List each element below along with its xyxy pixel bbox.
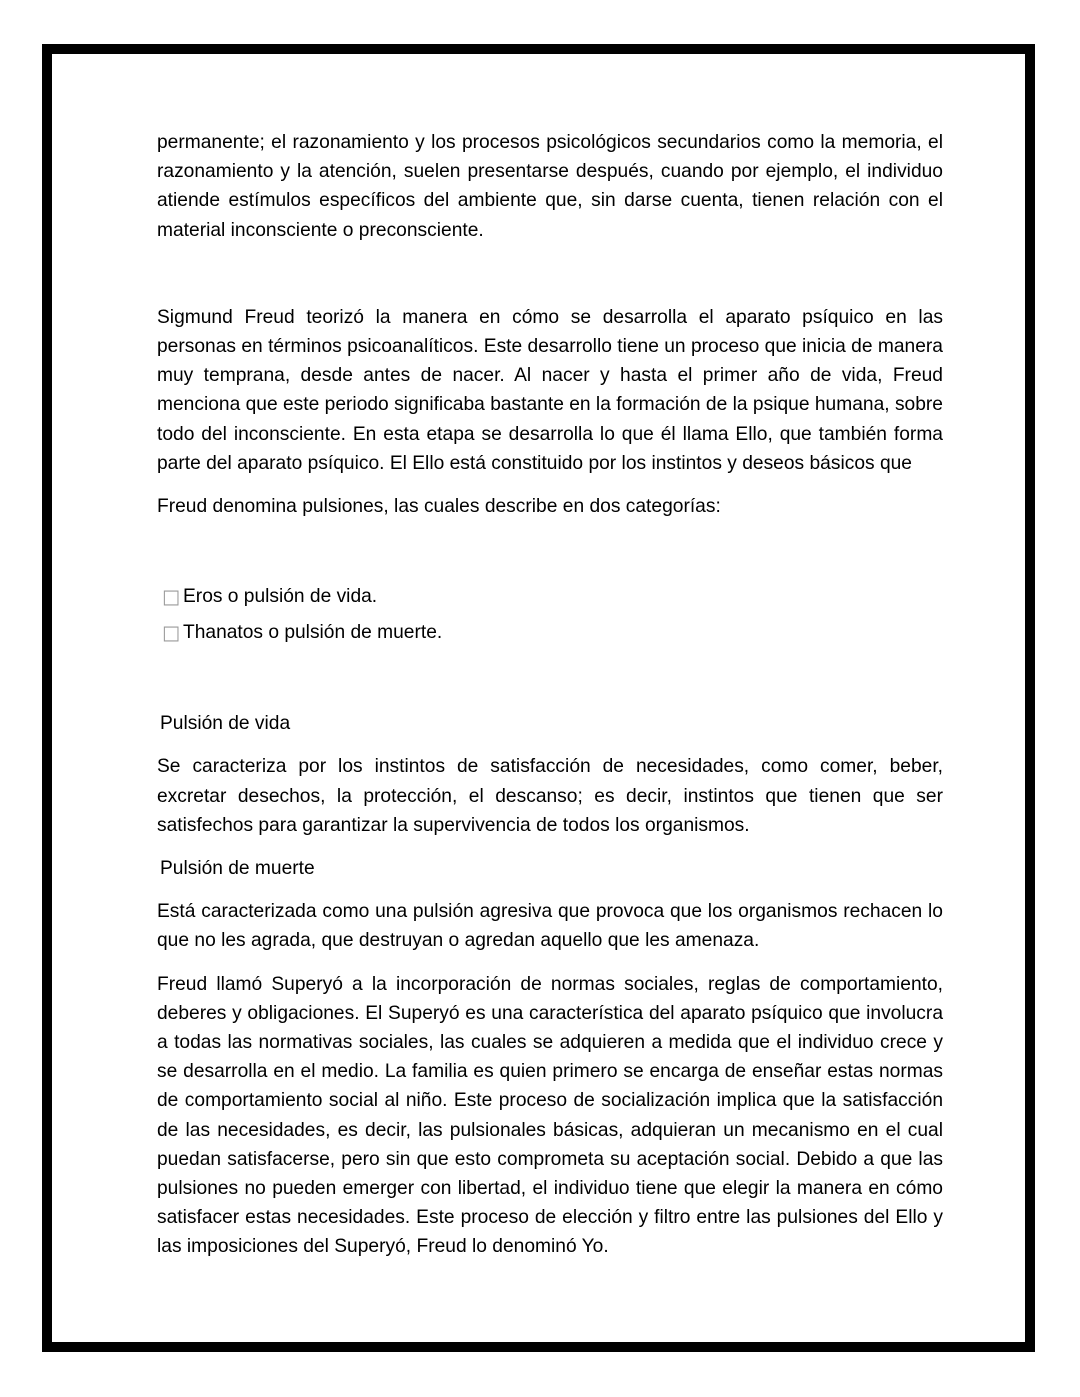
document-text-column [157, 128, 943, 1262]
pulsiones-bullet-list [157, 579, 943, 651]
list-item [157, 579, 943, 615]
list-gap [157, 521, 943, 579]
paragraph-pulsion-de-muerte: Está caracterizada como una pulsión agresiva que provoca que los organismos rechacen lo que no les agrada, que destruyan o agredan aquello que les amenaza. [157, 901, 943, 952]
tofu-box-bullet-icon: □ [162, 621, 181, 645]
paragraph-gap [157, 245, 943, 303]
section-gap [157, 840, 943, 854]
tofu-box-bullet-icon: □ [162, 585, 181, 609]
paragraph-freud-denomina: Freud denomina pulsiones, las cuales describe en dos categorías: [157, 496, 721, 518]
list-item-label: Thanatos o pulsión de muerte. [183, 622, 443, 644]
heading-gap [157, 738, 943, 752]
page-border-frame [42, 44, 1035, 1352]
list-item [157, 615, 943, 651]
paragraph-sigmund-freud: Sigmund Freud teorizó la manera en cómo se desarrolla el aparato psíquico en las personas en términos psicoanalíticos. Este desarrollo tiene un proceso que inicia de manera muy temprana, desde antes de nacer. Al nacer y hasta el primer año de vida, Freud menciona que este periodo significaba bastante en la formación de la psique humana, sobre todo del inconsciente. En esta etapa se desarrolla lo que él llama Ello, que también forma parte del aparato psíquico. El Ello está constituido por los instintos y deseos básicos que [157, 306, 943, 474]
paragraph-permanente: permanente; el razonamiento y los procesos psicológicos secundarios como la memoria, el razonamiento y la atención, suelen presentarse después, cuando por ejemplo, el individuo atiende estímulos específicos del ambiente que, sin darse cuenta, tienen relación con el material inconsciente o preconsciente. [157, 132, 943, 241]
heading-pulsion-de-muerte: Pulsión de muerte [160, 858, 315, 880]
paragraph-superyo: Freud llamó Superyó a la incorporación de normas sociales, reglas de comportamiento, deberes y obligaciones. El Superyó es una característica del aparato psíquico que involucra a todas las normativas sociales, las cuales se adquieren a medida que el individuo crece y se desarrolla en el medio. La familia es quien primero se encarga de enseñar estas normas de comportamiento social al niño. Este proceso de socialización implica que la satisfacción de las necesidades, es decir, las pulsionales básicas, adquieran un mecanismo en el cual puedan satisfacerse, pero sin que esto comprometa su aceptación social. Debido a que las pulsiones no pueden emerger con libertad, el individuo tiene que elegir la manera en cómo satisfacer estas necesidades. Este proceso de elección y filtro entre las pulsiones del Ello y las imposiciones del Superyó, Freud lo denominó Yo. [157, 973, 943, 1258]
paragraph-gap [157, 956, 943, 970]
paragraph-gap [157, 478, 943, 492]
heading-gap [157, 883, 943, 897]
section-gap [157, 651, 943, 709]
paragraph-pulsion-de-vida: Se caracteriza por los instintos de satisfacción de necesidades, como comer, beber, excretar desechos, la protección, el descanso; es decir, instintos que tienen que ser satisfechos para garantizar la supervivencia de todos los organismos. [157, 756, 943, 836]
list-item-label: Eros o pulsión de vida. [183, 586, 378, 608]
heading-pulsion-de-vida: Pulsión de vida [160, 713, 291, 735]
